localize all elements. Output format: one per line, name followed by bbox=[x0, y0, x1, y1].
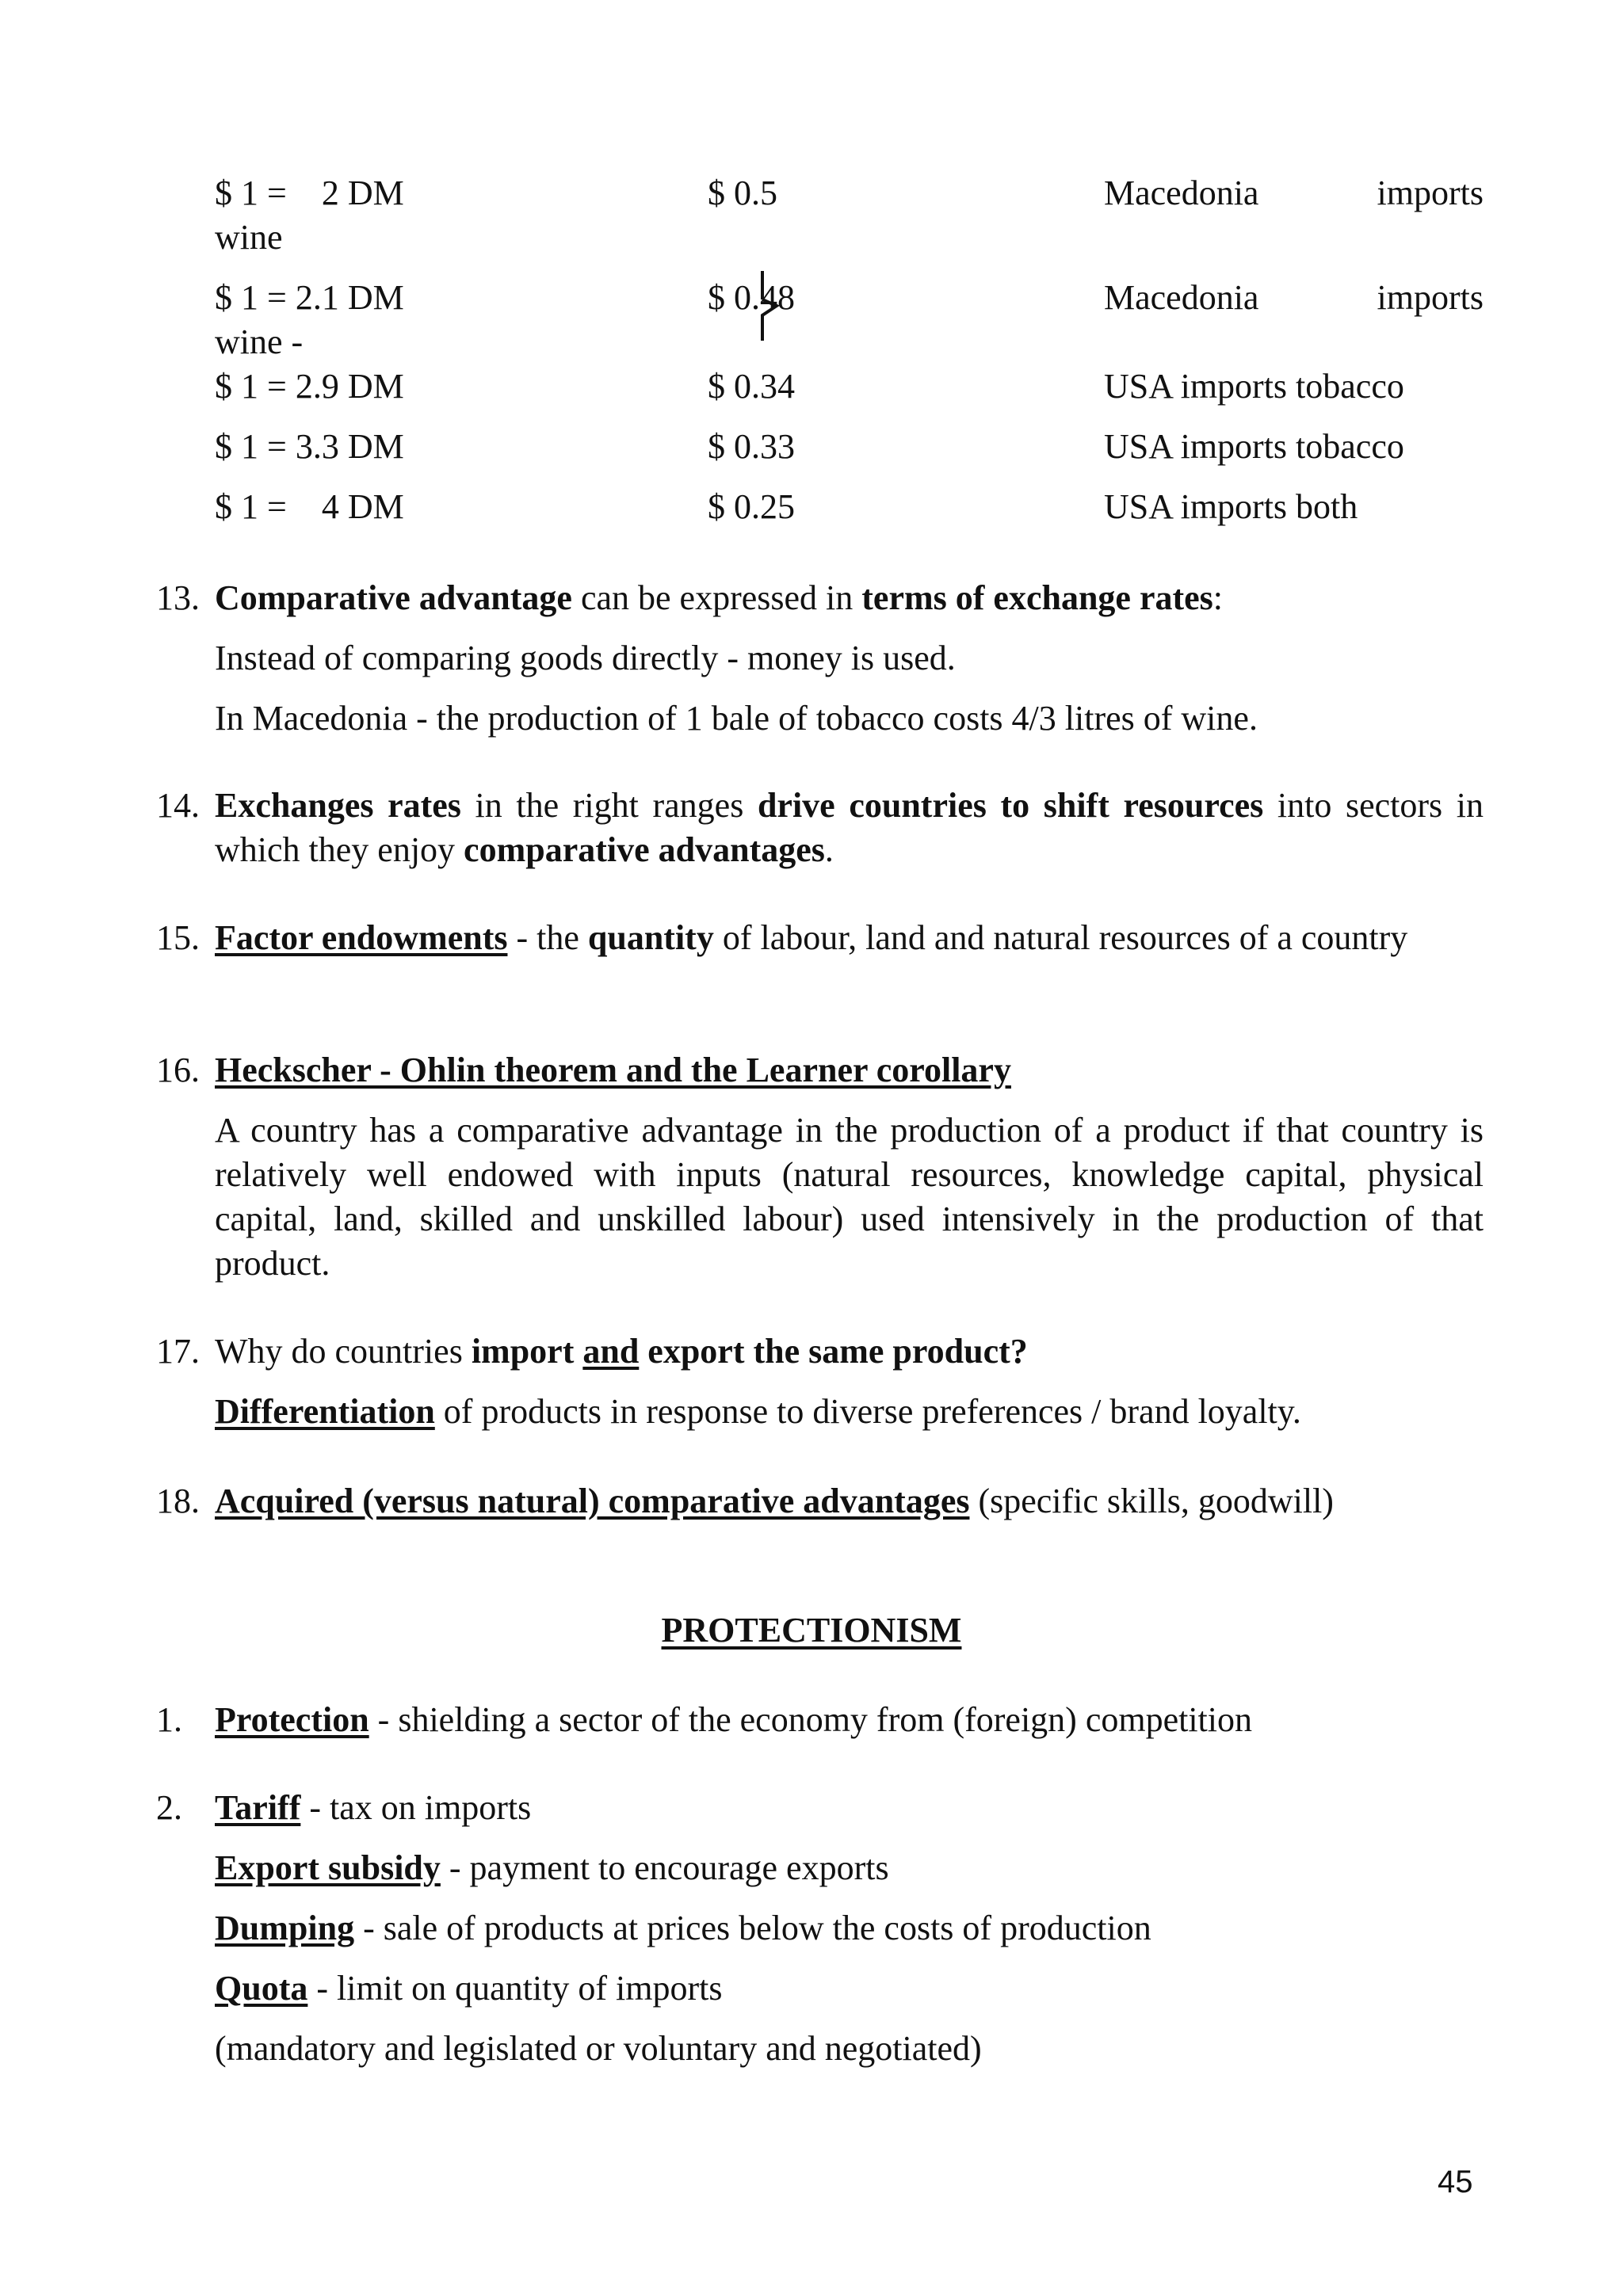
list-item-14 bbox=[156, 784, 1484, 872]
quota-definition bbox=[215, 1966, 1484, 2011]
item-number: 17. bbox=[156, 1332, 200, 1371]
table-row bbox=[215, 364, 1483, 409]
text: in the right ranges bbox=[460, 786, 758, 825]
item-14-text bbox=[215, 784, 1484, 872]
underlined-term: Factor endowments bbox=[215, 918, 508, 957]
text: of labour, land and natural resources of a country bbox=[713, 918, 1408, 957]
underlined-heading: Heckscher - Ohlin theorem and the Learner corollary bbox=[215, 1051, 1011, 1089]
underlined-term: Dumping bbox=[215, 1909, 355, 1947]
item-number: 14. bbox=[156, 786, 200, 825]
price-cell: $ 0.34 bbox=[708, 367, 795, 406]
text: Why do countries bbox=[215, 1332, 472, 1371]
underlined-term: Differentiation bbox=[215, 1392, 435, 1431]
bold-term: import bbox=[471, 1332, 575, 1371]
bold-term: comparative advantages bbox=[464, 830, 825, 869]
country-cell: Macedonia bbox=[1104, 278, 1259, 317]
underlined-term: Protection bbox=[215, 1700, 369, 1739]
list-item-13 bbox=[156, 576, 1484, 741]
item-18-text bbox=[215, 1479, 1484, 1524]
export-subsidy-definition bbox=[215, 1846, 1484, 1890]
table-row bbox=[215, 171, 1483, 215]
item-number: 1. bbox=[156, 1700, 182, 1739]
list-item-2 bbox=[156, 1786, 1484, 2071]
page-number: 45 bbox=[1438, 2164, 1473, 2199]
underlined-term: and bbox=[582, 1332, 640, 1371]
bold-term: Comparative advantage bbox=[215, 578, 572, 617]
table-row bbox=[215, 425, 1483, 469]
item-13-line2: Instead of comparing goods directly - money is used. bbox=[215, 639, 956, 677]
price-cell: $ 0.48 bbox=[708, 278, 795, 317]
section-title: PROTECTIONISM bbox=[661, 1611, 962, 1650]
text: . bbox=[824, 830, 834, 869]
result-cell: USA imports tobacco bbox=[1104, 427, 1404, 466]
price-cell: $ 0.33 bbox=[708, 427, 795, 466]
item-17-answer bbox=[215, 1390, 1484, 1434]
rate-cell: $ 1 = 4 DM bbox=[215, 487, 404, 526]
underlined-term: Export subsidy bbox=[215, 1848, 441, 1887]
bold-term: Exchanges rates bbox=[215, 786, 461, 825]
price-cell: $ 0.5 bbox=[708, 174, 777, 212]
price-cell: $ 0.25 bbox=[708, 487, 795, 526]
quota-note: (mandatory and legislated or voluntary and negotiated) bbox=[215, 2029, 982, 2068]
text: - sale of products at prices below the costs of production bbox=[354, 1909, 1151, 1947]
underlined-term: Quota bbox=[215, 1969, 308, 2008]
item-number: 18. bbox=[156, 1482, 200, 1520]
list-item-17 bbox=[156, 1329, 1484, 1434]
text: - the bbox=[507, 918, 588, 957]
item-13-line1 bbox=[215, 576, 1484, 620]
rate-cell: $ 1 = 2.9 DM bbox=[215, 367, 404, 406]
text: - limit on quantity of imports bbox=[307, 1969, 723, 2008]
list-item-18 bbox=[156, 1479, 1484, 1524]
text: of products in response to diverse preferences / brand loyalty. bbox=[434, 1392, 1301, 1431]
dumping-definition bbox=[215, 1906, 1484, 1951]
rate-cell: $ 1 = 2.1 DM bbox=[215, 278, 404, 317]
rate-cell: $ 1 = 2 DM bbox=[215, 174, 404, 212]
result-cell: USA imports both bbox=[1104, 487, 1358, 526]
item-15-text bbox=[215, 916, 1484, 960]
country-cell: Macedonia bbox=[1104, 174, 1259, 212]
result-cell: USA imports tobacco bbox=[1104, 367, 1404, 406]
list-item-1 bbox=[156, 1698, 1484, 1742]
protection-definition bbox=[215, 1698, 1484, 1742]
underlined-term: Acquired (versus natural) comparative advantages bbox=[215, 1482, 970, 1520]
list-item-16 bbox=[156, 1048, 1484, 1286]
underlined-term: Tariff bbox=[215, 1788, 301, 1827]
table-row-continuation: wine - bbox=[215, 322, 304, 361]
text: into sectors in which they enjoy bbox=[215, 786, 1484, 869]
action-cell: imports bbox=[1377, 278, 1484, 317]
item-13-line3: In Macedonia - the production of 1 bale of tobacco costs 4/3 litres of wine. bbox=[215, 699, 1258, 738]
text: (specific skills, goodwill) bbox=[969, 1482, 1334, 1520]
tariff-definition bbox=[215, 1786, 1484, 1830]
bold-term: export the same product? bbox=[647, 1332, 1028, 1371]
bold-term: terms of exchange rates bbox=[861, 578, 1213, 617]
table-row-continuation: wine bbox=[215, 218, 283, 257]
action-cell: imports bbox=[1377, 174, 1484, 212]
rate-cell: $ 1 = 3.3 DM bbox=[215, 427, 404, 466]
table-row bbox=[215, 276, 1483, 320]
bold-term: drive countries to shift resources bbox=[757, 786, 1264, 825]
table-row bbox=[215, 485, 1483, 529]
text: - tax on imports bbox=[300, 1788, 532, 1827]
item-number: 16. bbox=[156, 1051, 200, 1089]
item-number: 2. bbox=[156, 1788, 182, 1827]
list-item-15 bbox=[156, 916, 1484, 960]
bold-term: quantity bbox=[587, 918, 714, 957]
item-number: 15. bbox=[156, 918, 200, 957]
text: - shielding a sector of the economy from (foreign) competition bbox=[369, 1700, 1253, 1739]
item-16-text: A country has a comparative advantage in the production of a product if that country is relatively well endowed with inputs (natural resources, knowledge capital, physical capital, land, skilled and unskilled labour) used intensively in the production of that product. bbox=[215, 1111, 1484, 1283]
item-17-question bbox=[215, 1329, 1484, 1374]
text: can be expressed in bbox=[571, 578, 862, 617]
item-16-heading bbox=[215, 1048, 1484, 1093]
text: - payment to encourage exports bbox=[440, 1848, 889, 1887]
curly-brace-mark bbox=[754, 269, 786, 342]
item-number: 13. bbox=[156, 578, 200, 617]
text: : bbox=[1212, 578, 1224, 617]
